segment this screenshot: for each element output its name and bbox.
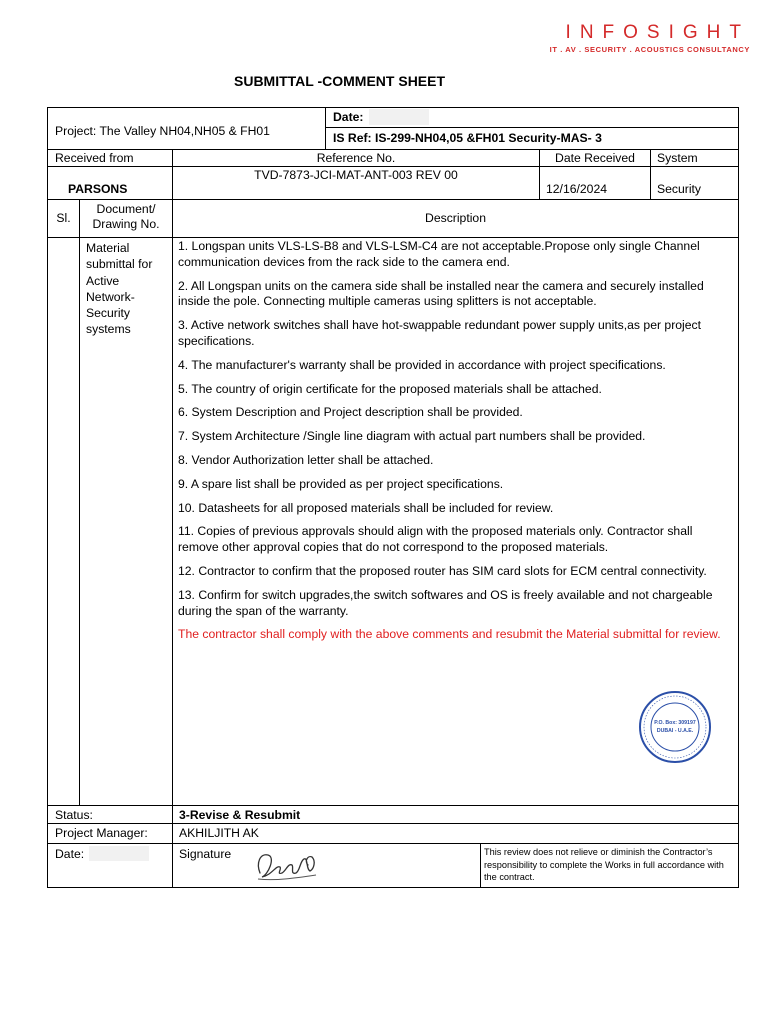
date-label: Date: bbox=[333, 110, 364, 124]
document-header: Document/ Drawing No. bbox=[92, 202, 160, 231]
project-name: Project: The Valley NH04,NH05 & FH01 bbox=[55, 124, 270, 138]
stamp-line2: DUBAI - U.A.E. bbox=[656, 728, 694, 734]
received-from-value: PARSONS bbox=[68, 182, 128, 196]
description-header: Description bbox=[425, 211, 486, 225]
comment-item: 7. System Architecture /Single line diagram with actual part numbers shall be provided. bbox=[178, 429, 646, 444]
disclaimer: This review does not relieve or diminish the Contractor’s responsibility to complete the Works in full accordance with the contract. bbox=[484, 847, 724, 882]
comment-item: 4. The manufacturer's warranty shall be provided in accordance with project specifications. bbox=[178, 357, 666, 372]
page-title: SUBMITTAL -COMMENT SHEET bbox=[234, 73, 446, 89]
comment-item: 5. The country of origin certificate for the proposed materials shall be attached. bbox=[178, 381, 602, 396]
reference-no-value: TVD-7873-JCI-MAT-ANT-003 REV 00 bbox=[254, 168, 458, 182]
is-reference: IS Ref: IS-299-NH04,05 &FH01 Security-MAS- 3 bbox=[333, 131, 602, 145]
redacted-date bbox=[369, 109, 429, 125]
pm-value: AKHILJITH AK bbox=[179, 826, 259, 840]
company-logo bbox=[550, 22, 750, 54]
date-received-header: Date Received bbox=[555, 151, 635, 165]
sl-header: Sl. bbox=[56, 211, 71, 225]
comment-item: 13. Confirm for switch upgrades,the switch softwares and OS is freely available and not chargeable during the span of the warranty. bbox=[178, 587, 713, 618]
stamp-line1: P.O. Box: 309197 bbox=[654, 720, 696, 726]
comment-item: 9. A spare list shall be provided as per project specifications. bbox=[178, 476, 504, 491]
system-header: System bbox=[657, 151, 698, 165]
comment-item: 11. Copies of previous approvals should align with the proposed materials only. Contractor shall remove other approval copies that do not correspond to the proposed materials. bbox=[178, 524, 693, 555]
company-stamp bbox=[638, 690, 712, 764]
status-label: Status: bbox=[55, 808, 93, 822]
comment-item: 1. Longspan units VLS-LS-B8 and VLS-LSM-C4 are not acceptable.Propose only single Channel communication devices from the rack side to the camera end. bbox=[178, 239, 700, 269]
closing-note: The contractor shall comply with the above comments and resubmit the Material submittal for review. bbox=[178, 627, 721, 642]
signature-image bbox=[246, 845, 324, 885]
comment-item: 2. All Longspan units on the camera side shall be installed near the camera and securely installed inside the pole. Connecting multiple cameras using splitters is not acceptable. bbox=[178, 278, 704, 309]
comment-item: 8. Vendor Authorization letter shall be attached. bbox=[178, 452, 434, 467]
pm-label: Project Manager: bbox=[55, 826, 148, 840]
footer-date-label: Date: bbox=[55, 847, 85, 861]
reference-no-header: Reference No. bbox=[316, 151, 396, 165]
received-from-header: Received from bbox=[55, 151, 134, 165]
comment-item: 12. Contractor to confirm that the proposed router has SIM card slots for ECM central connectivity. bbox=[178, 563, 707, 578]
status-value: 3-Revise & Resubmit bbox=[179, 808, 301, 822]
date-received-value: 12/16/2024 bbox=[546, 182, 607, 196]
document-name: Material submittal for Active Network-Security systems bbox=[86, 241, 153, 337]
comment-item: 6. System Description and Project description shall be provided. bbox=[178, 405, 523, 420]
redacted-footer-date bbox=[89, 846, 149, 861]
logo-name: INFOSIGHT bbox=[565, 22, 750, 43]
comment-item: 10. Datasheets for all proposed materials shall be included for review. bbox=[178, 500, 554, 515]
system-value: Security bbox=[657, 182, 702, 196]
logo-tagline: IT . AV . SECURITY . ACOUSTICS CONSULTANCY bbox=[549, 45, 750, 54]
comments-list bbox=[178, 239, 736, 651]
comment-item: 3. Active network switches shall have hot-swappable redundant power supply units,as per project specifications. bbox=[178, 318, 701, 348]
signature-label: Signature bbox=[179, 847, 232, 861]
